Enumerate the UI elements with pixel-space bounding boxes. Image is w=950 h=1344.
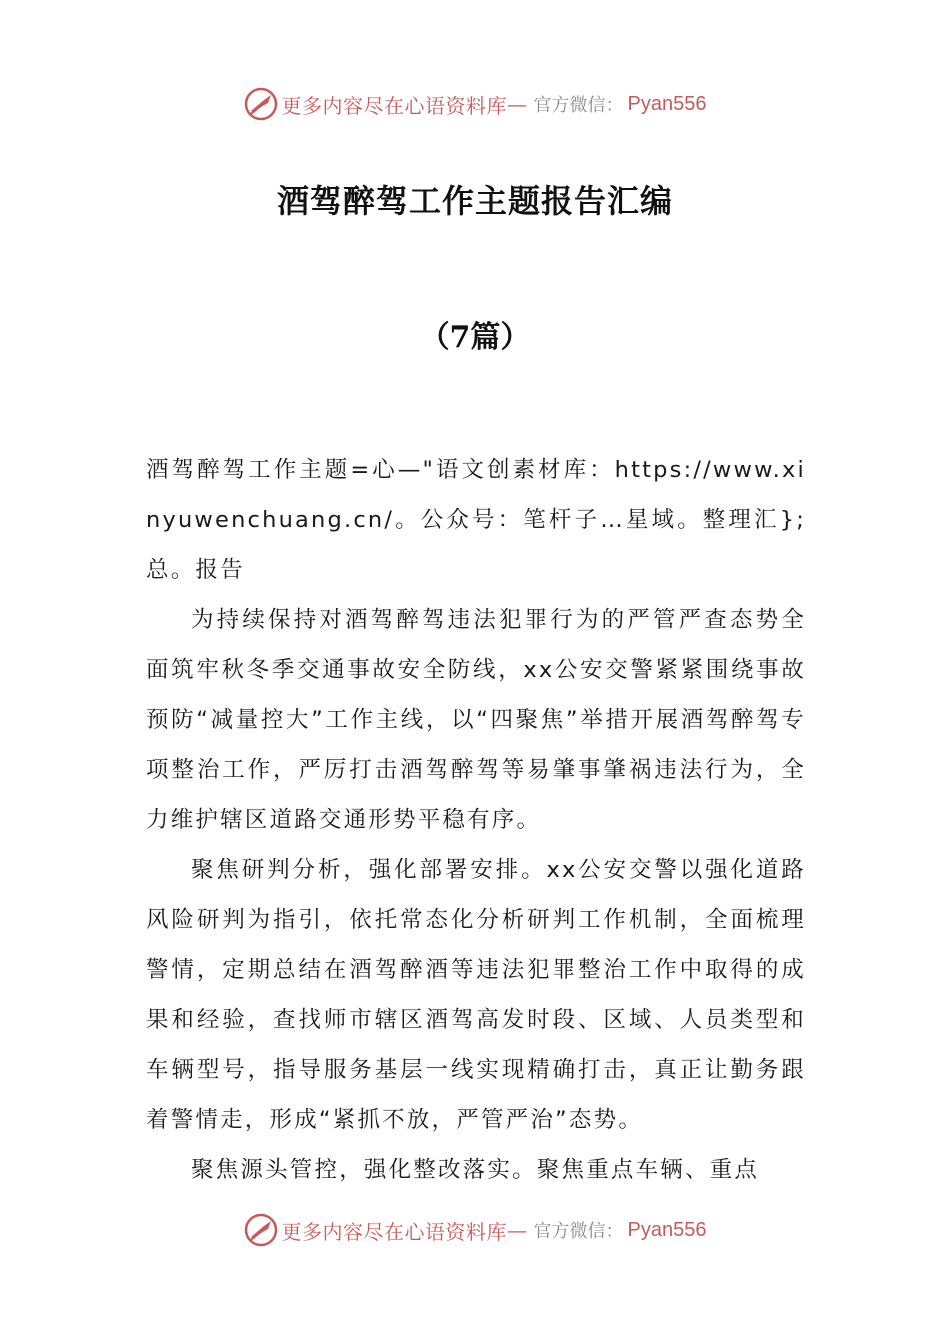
paragraph: 聚焦源头管控，强化整改落实。聚焦重点车辆、重点 <box>191 1157 760 1183</box>
watermark-text: 更多内容尽在心语资料库 <box>281 1219 508 1244</box>
pen-logo-icon <box>244 1213 278 1247</box>
watermark-dash: — <box>507 1218 528 1242</box>
pen-logo-icon <box>244 87 278 121</box>
watermark-dash: — <box>507 92 528 116</box>
paragraph-intro: 酒驾醉驾工作主题=心—"语文创素材库：https://www.xinyuwenchuang.cn/。公众号：笔杆子…星域。整理汇};总。报告 <box>146 457 806 583</box>
wechat-id: Pyan556 <box>627 1218 707 1241</box>
document-title: 酒驾醉驾工作主题报告汇编 <box>276 182 673 220</box>
wechat-label: 官方微信： <box>533 1221 624 1242</box>
document-subtitle: （7篇） <box>419 320 531 355</box>
watermark-banner-bottom <box>0 1208 950 1252</box>
paragraph: 聚焦研判分析，强化部署安排。xx公安交警以强化道路风险研判为指引，依托常态化分析研判工作机制，全面梳理警情，定期总结在酒驾醉酒等违法犯罪整治工作中取得的成果和经验，查找师市辖区酒驾高发时段、区域、人员类型和车辆型号，指导服务基层一线实现精确打击，真正让勤务跟着警情走，形成“紧抓不放，严管严治”态势。 <box>146 857 806 1133</box>
document-body <box>146 445 806 1195</box>
wechat-id: Pyan556 <box>627 92 707 115</box>
watermark-banner-top <box>0 82 950 126</box>
paragraph: 为持续保持对酒驾醉驾违法犯罪行为的严管严查态势全面筑牢秋冬季交通事故安全防线，xx公安交警紧紧围绕事故预防“减量控大”工作主线，以“四聚焦”举措开展酒驾醉驾专项整治工作，严厉打击酒驾醉驾等易肇事肇祸违法行为，全力维护辖区道路交通形势平稳有序。 <box>146 607 806 833</box>
wechat-label: 官方微信： <box>533 95 624 116</box>
watermark-text: 更多内容尽在心语资料库 <box>281 93 508 118</box>
